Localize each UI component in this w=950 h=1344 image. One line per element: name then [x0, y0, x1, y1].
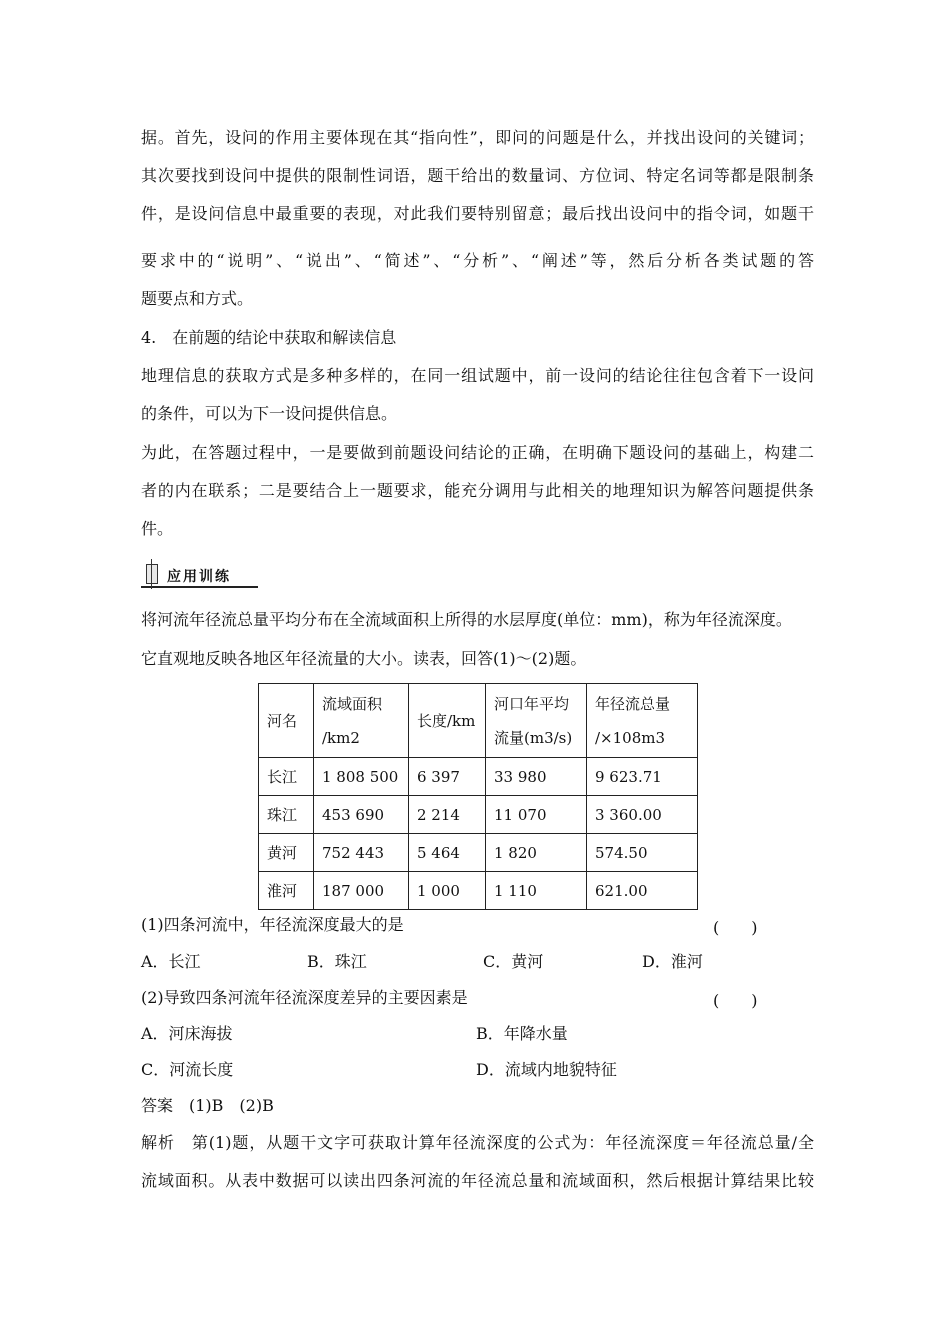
paragraph-line: 为此，在答题过程中，一是要做到前题设问结论的正确，在明确下题设问的基础上，构建二	[141, 443, 814, 462]
header-cell: 河口年平均 流量(m3/s)	[486, 684, 587, 758]
header-cell: 长度/km	[409, 684, 486, 758]
table-cell: 11 070	[486, 796, 587, 834]
question-2-option-c: C．河流长度	[141, 1060, 234, 1079]
table-cell: 珠江	[259, 796, 314, 834]
table-cell: 1 000	[409, 872, 486, 910]
paragraph-line: 者的内在联系；二是要结合上一题要求，能充分调用与此相关的地理知识为解答问题提供条	[141, 481, 814, 500]
section-tag-label: 应用训练	[167, 569, 231, 585]
table-cell: 752 443	[314, 834, 409, 872]
paragraph-line: 题要点和方式。	[141, 289, 254, 308]
paragraph-line: 据。首先，设问的作用主要体现在其“指向性”，即问的问题是什么，并找出设问的关键词；	[141, 128, 814, 147]
answer-line: 答案 (1)B (2)B	[141, 1096, 274, 1115]
table-cell: 5 464	[409, 834, 486, 872]
table-cell: 9 623.71	[587, 758, 698, 796]
question-1-option-c: C．黄河	[483, 952, 544, 971]
paragraph-line: 的条件，可以为下一设问提供信息。	[141, 404, 398, 423]
table-cell: 淮河	[259, 872, 314, 910]
question-2-answer-bracket: ( )	[713, 991, 758, 1010]
intro-line: 它直观地反映各地区年径流量的大小。读表，回答(1)～(2)题。	[141, 649, 587, 668]
table-cell: 453 690	[314, 796, 409, 834]
paragraph-line: 要求中的“说明”、“说出”、“简述”、“分析”、“阐述”等，然后分析各类试题的答	[141, 251, 814, 270]
intro-line: 将河流年径流总量平均分布在全流域面积上所得的水层厚度(单位：mm)，称为年径流深度。	[141, 610, 792, 629]
table-cell: 33 980	[486, 758, 587, 796]
table-cell: 2 214	[409, 796, 486, 834]
paragraph-line: 地理信息的获取方式是多种多样的，在同一组试题中，前一设问的结论往往包含着下一设问	[141, 366, 814, 385]
question-2-option-d: D．流域内地貌特征	[476, 1060, 617, 1079]
table-cell: 574.50	[587, 834, 698, 872]
analysis-line: 解析 第(1)题，从题干文字可获取计算年径流深度的公式为：年径流深度＝年径流总量/全	[141, 1133, 814, 1152]
table-cell: 1 110	[486, 872, 587, 910]
analysis-line: 流域面积。从表中数据可以读出四条河流的年径流总量和流域面积，然后根据计算结果比较	[141, 1171, 814, 1190]
header-cell: 流域面积 /km2	[314, 684, 409, 758]
question-1-stem: (1)四条河流中，年径流深度最大的是	[141, 915, 404, 934]
question-2-option-b: B．年降水量	[476, 1024, 568, 1043]
table-cell: 黄河	[259, 834, 314, 872]
section-heading: 4. 在前题的结论中获取和解读信息	[141, 328, 397, 347]
river-data-table	[258, 683, 698, 910]
table-cell: 1 820	[486, 834, 587, 872]
table-row	[259, 834, 698, 872]
table-cell: 621.00	[587, 872, 698, 910]
question-1-answer-bracket: ( )	[713, 918, 758, 937]
table-row	[259, 758, 698, 796]
table-cell: 长江	[259, 758, 314, 796]
table-cell: 3 360.00	[587, 796, 698, 834]
question-1-option-d: D．淮河	[642, 952, 703, 971]
header-cell: 年径流总量 /×108m3	[587, 684, 698, 758]
header-cell: 河名	[259, 684, 314, 758]
table-cell: 187 000	[314, 872, 409, 910]
candlestick-icon	[146, 564, 158, 584]
paragraph-line: 件，是设问信息中最重要的表现，对此我们要特别留意；最后找出设问中的指令词，如题干	[141, 204, 814, 223]
question-1-option-a: A．长江	[141, 952, 201, 971]
section-tag	[141, 566, 258, 588]
table-row	[259, 872, 698, 910]
table-cell: 1 808 500	[314, 758, 409, 796]
table-row	[259, 796, 698, 834]
question-1-option-b: B．珠江	[307, 952, 367, 971]
paragraph-line: 件。	[141, 519, 174, 538]
question-2-stem: (2)导致四条河流年径流深度差异的主要因素是	[141, 988, 468, 1007]
question-2-option-a: A．河床海拔	[141, 1024, 233, 1043]
table-cell: 6 397	[409, 758, 486, 796]
table-header-row	[259, 684, 698, 758]
paragraph-line: 其次要找到设问中提供的限制性词语，题干给出的数量词、方位词、特定名词等都是限制条	[141, 166, 814, 185]
